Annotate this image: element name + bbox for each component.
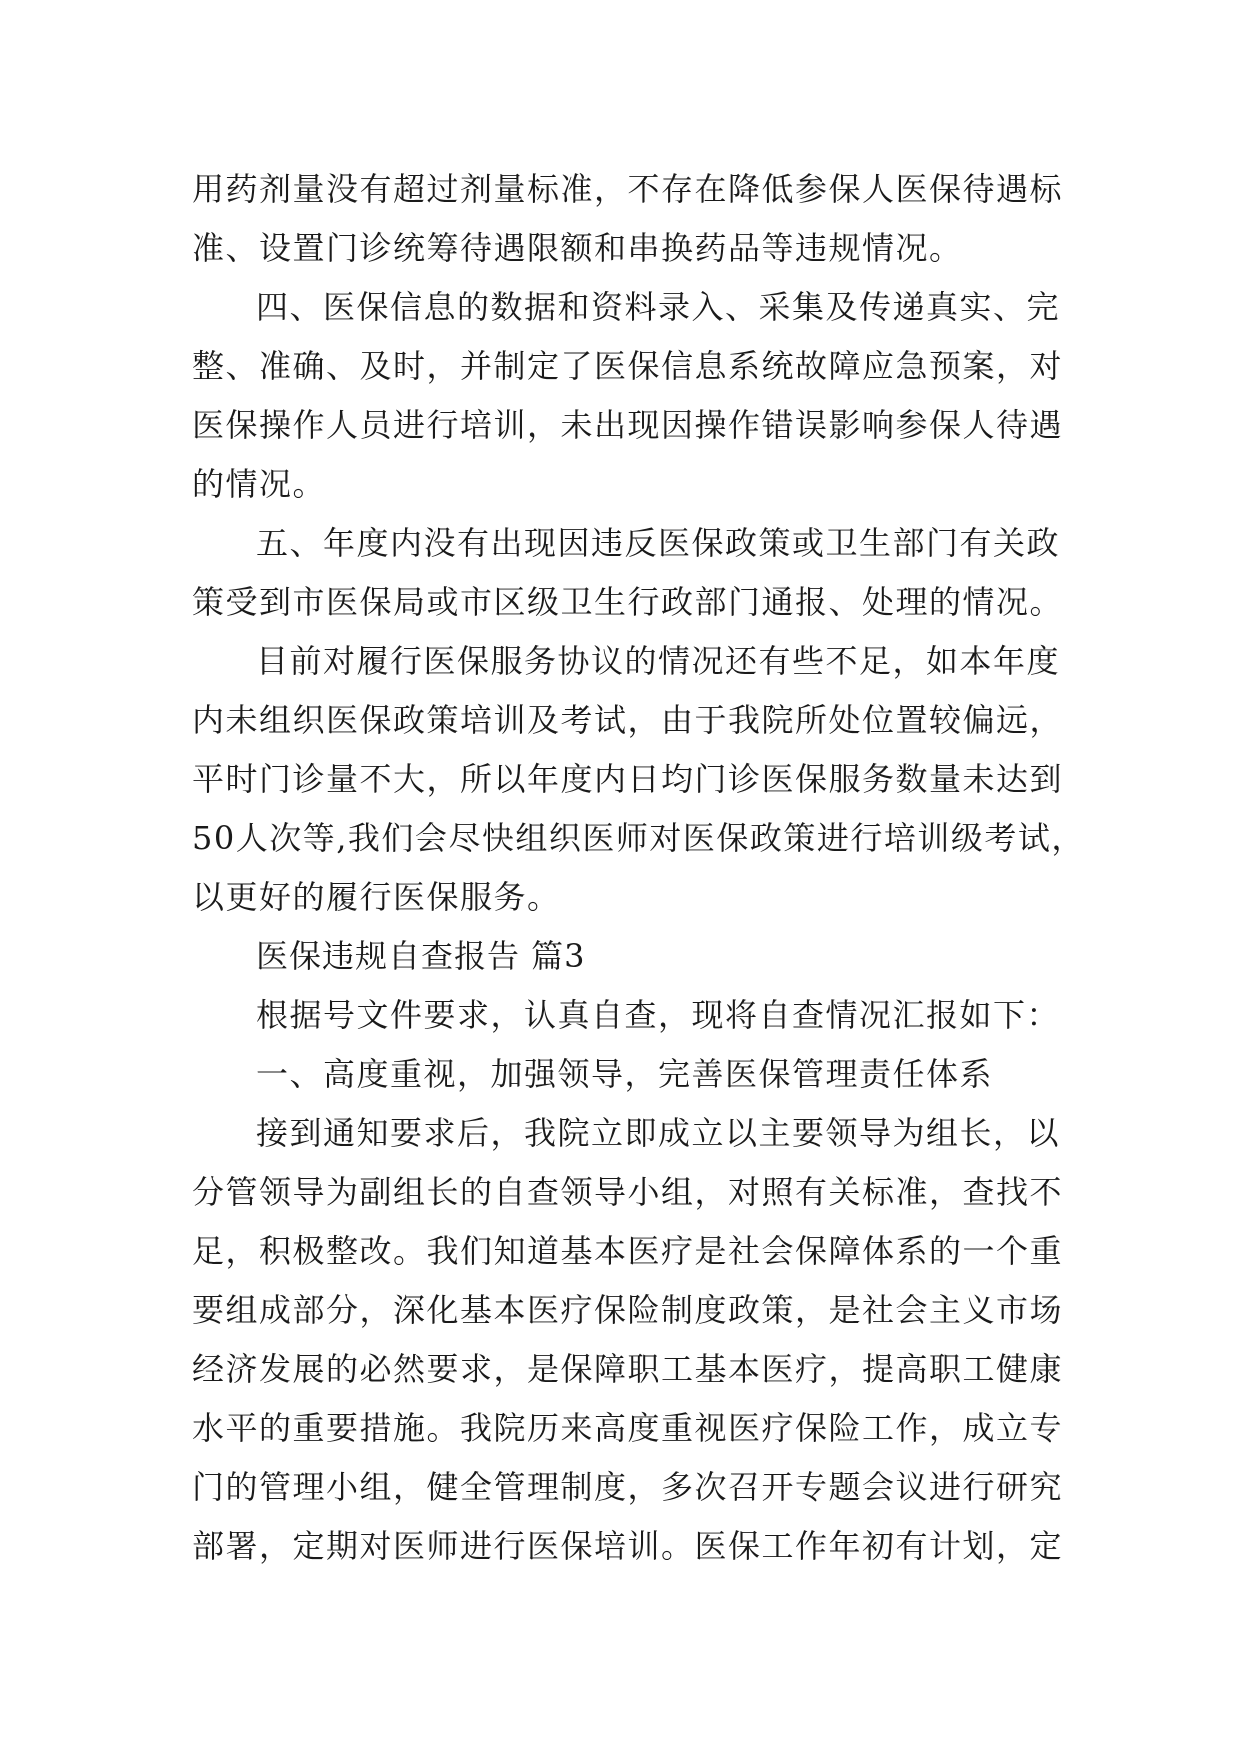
paragraph-start-line: 四、医保信息的数据和资料录入、采集及传递真实、完 — [256, 288, 1061, 326]
text-line: 足，积极整改。我们知道基本医疗是社会保障体系的一个重 — [192, 1232, 1064, 1270]
text-line: 经济发展的必然要求，是保障职工基本医疗，提高职工健康 — [192, 1350, 1064, 1388]
body-text — [192, 160, 1085, 1576]
paragraph-start-line: 根据号文件要求，认真自查，现将自查情况汇报如下： — [256, 996, 1061, 1034]
paragraph-start-line: 五、年度内没有出现因违反医保政策或卫生部门有关政 — [256, 524, 1061, 562]
section-heading: 一、高度重视，加强领导，完善医保管理责任体系 — [256, 1055, 994, 1093]
text-line: 要组成部分，深化基本医疗保险制度政策，是社会主义市场 — [192, 1291, 1064, 1329]
text-line: 内未组织医保政策培训及考试，由于我院所处位置较偏远， — [192, 701, 1064, 739]
text-line: 整、准确、及时，并制定了医保信息系统故障应急预案，对 — [192, 347, 1064, 385]
text-line: 医保操作人员进行培训，未出现因操作错误影响参保人待遇 — [192, 406, 1064, 444]
section-title: 医保违规自查报告 篇3 — [256, 937, 586, 975]
text-line: 的情况。 — [192, 465, 327, 503]
text-line: 门的管理小组，健全管理制度，多次召开专题会议进行研究 — [192, 1468, 1064, 1506]
text-line: 水平的重要措施。我院历来高度重视医疗保险工作，成立专 — [192, 1409, 1064, 1447]
paragraph-start-line: 接到通知要求后，我院立即成立以主要领导为组长，以 — [256, 1114, 1061, 1152]
text-line: 策受到市医保局或市区级卫生行政部门通报、处理的情况。 — [192, 583, 1064, 621]
text-line: 50人次等,我们会尽快组织医师对医保政策进行培训级考试， — [192, 819, 1085, 857]
text-line: 平时门诊量不大，所以年度内日均门诊医保服务数量未达到 — [192, 760, 1064, 798]
text-line: 用药剂量没有超过剂量标准，不存在降低参保人医保待遇标 — [192, 170, 1064, 208]
text-line: 准、设置门诊统筹待遇限额和串换药品等违规情况。 — [192, 229, 963, 267]
paragraph-start-line: 目前对履行医保服务协议的情况还有些不足，如本年度 — [256, 642, 1061, 680]
text-line: 部署，定期对医师进行医保培训。医保工作年初有计划，定 — [192, 1527, 1064, 1565]
text-line: 分管领导为副组长的自查领导小组，对照有关标准，查找不 — [192, 1173, 1064, 1211]
text-line: 以更好的履行医保服务。 — [192, 878, 561, 916]
